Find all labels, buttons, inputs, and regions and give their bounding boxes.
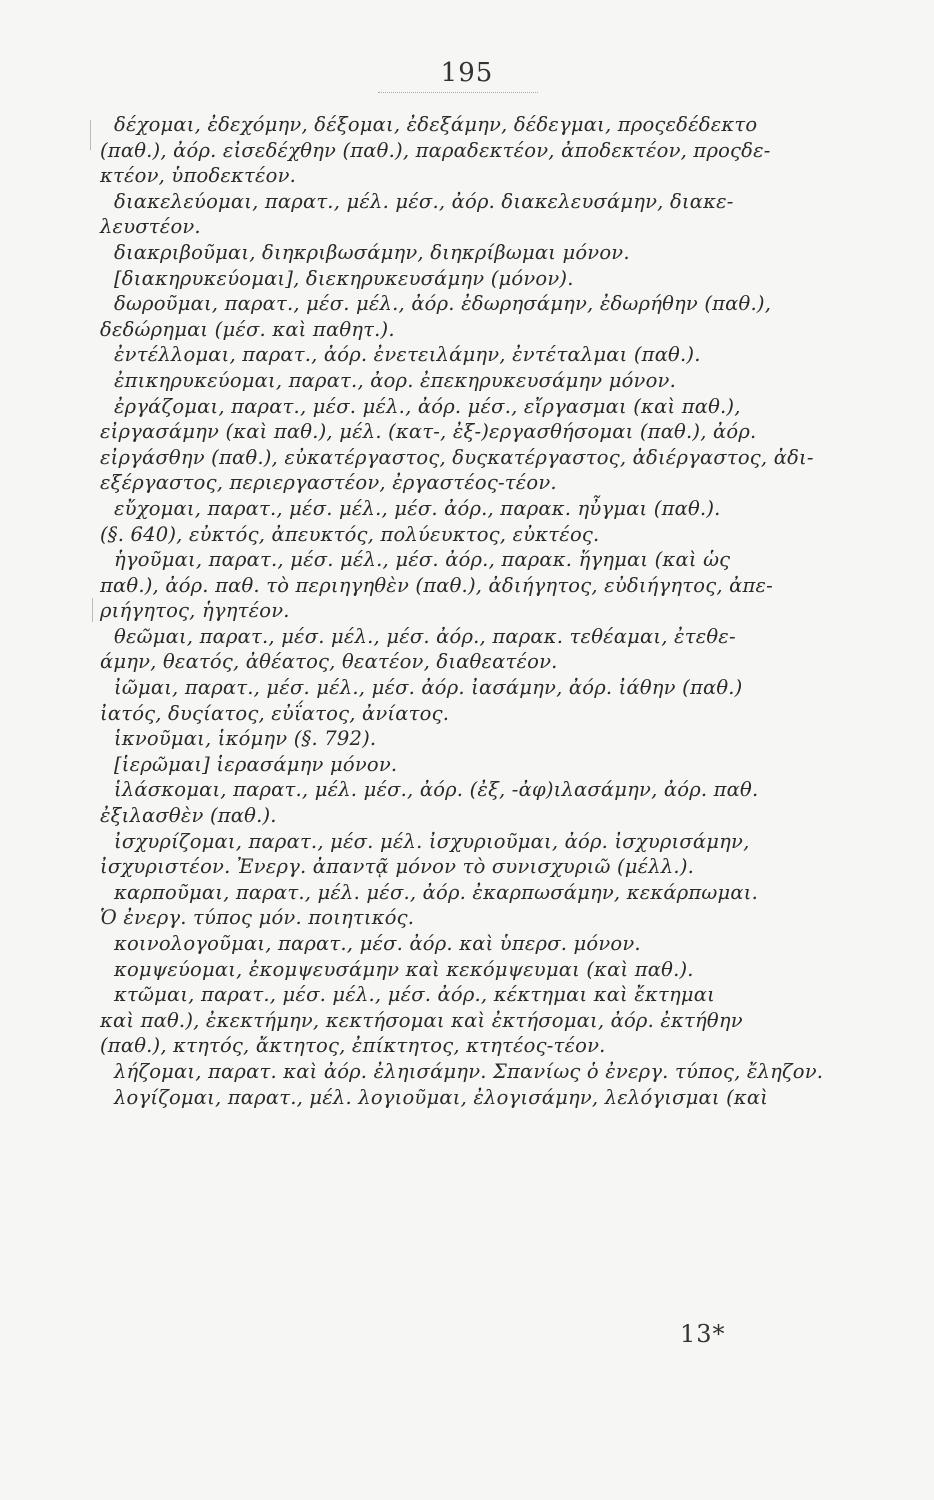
text-line: ἡγοῦμαι, παρατ., μέσ. μέλ., μέσ. ἀόρ., παρακ. ἥγημαι (καὶ ὡς	[114, 548, 731, 572]
margin-mark	[92, 598, 93, 622]
text-line: εξέργαστος, περιεργαστέον, ἐργαστέος-τέον.	[100, 471, 557, 495]
text-line: ἱκνοῦμαι, ἱκόμην (§. 792).	[114, 727, 377, 751]
text-line: (παθ.), κτητός, ἄκτητος, ἐπίκτητος, κτητέος-τέον.	[100, 1034, 606, 1058]
text-line: παθ.), ἀόρ. παθ. τὸ περιηγηθὲν (παθ.), ἀδιήγητος, εὐδιήγητος, ἀπε-	[100, 573, 773, 597]
text-line: κτῶμαι, παρατ., μέσ. μέλ., μέσ. ἀόρ., κέκτημαι καὶ ἔκτημαι	[114, 983, 715, 1007]
text-line: [ἱερῶμαι] ἱερασάμην μόνον.	[114, 752, 398, 776]
text-line: ἐργάζομαι, παρατ., μέσ. μέλ., ἀόρ. μέσ., εἴργασμαι (καὶ παθ.),	[114, 394, 741, 418]
text-line: ἰῶμαι, παρατ., μέσ. μέλ., μέσ. ἀόρ. ἰασάμην, ἀόρ. ἰάθην (παθ.)	[114, 676, 743, 700]
header-rule	[378, 92, 538, 93]
text-line: εἰργασάμην (καὶ παθ.), μέλ. (κατ-, ἐξ-)εργασθήσομαι (παθ.), ἀόρ.	[100, 420, 757, 444]
margin-mark	[90, 120, 91, 150]
text-line: εἰργάσθην (παθ.), εὐκατέργαστος, δυςκατέργαστος, ἀδιέργαστος, ἀδι-	[100, 445, 814, 469]
text-line: κομψεύομαι, ἐκομψευσάμην καὶ κεκόμψευμαι (καὶ παθ.).	[114, 957, 694, 981]
text-line: θεῶμαι, παρατ., μέσ. μέλ., μέσ. ἀόρ., παρακ. τεθέαμαι, ἐτεθε-	[114, 624, 736, 648]
text-line: εὔχομαι, παρατ., μέσ. μέλ., μέσ. ἀόρ., παρακ. ηὖγμαι (παθ.).	[114, 496, 721, 520]
text-line: δωροῦμαι, παρατ., μέσ. μέλ., ἀόρ. ἐδωρησάμην, ἐδωρήθην (παθ.),	[114, 292, 772, 316]
text-line: κοινολογοῦμαι, παρατ., μέσ. ἀόρ. καὶ ὑπερσ. μόνον.	[114, 932, 641, 955]
text-line: ἐξιλασθὲν (παθ.).	[100, 804, 277, 828]
text-line: ἰσχυριστέον. Ἐνεργ. ἀπαντᾷ μόνον τὸ συνισχυριῶ (μέλλ.).	[100, 855, 695, 879]
text-line: λογίζομαι, παρατ., μέλ. λογιοῦμαι, ἐλογισάμην, λελόγισμαι (καὶ	[114, 1085, 769, 1109]
text-line: λήζομαι, παρατ. καὶ ἀόρ. ἐληισάμην. Σπανίως ὁ ἐνεργ. τύπος, ἔληζον.	[114, 1059, 824, 1083]
text-line: (παθ.), ἀόρ. εἰσεδέχθην (παθ.), παραδεκτέον, ἀποδεκτέον, προςδε-	[100, 138, 771, 162]
text-line: λευστέον.	[100, 215, 201, 239]
text-line: (§. 640), εὐκτός, ἀπευκτός, πολύευκτος, εὐκτέος.	[100, 522, 600, 546]
text-line: κτέον, ὑποδεκτέον.	[100, 164, 297, 188]
text-line: καρποῦμαι, παρατ., μέλ. μέσ., ἀόρ. ἐκαρπωσάμην, κεκάρπωμαι.	[114, 880, 758, 904]
text-line: ἰατός, δυςίατος, εὐΐατος, ἀνίατος.	[100, 701, 450, 725]
text-line: ἱλάσκομαι, παρατ., μέλ. μέσ., ἀόρ. (ἐξ, -ἀφ)ιλασάμην, ἀόρ. παθ.	[114, 778, 759, 802]
text-line: Ὁ ἐνεργ. τύπος μόν. ποιητικός.	[100, 906, 415, 930]
page-number: 195	[440, 58, 494, 88]
text-line: καὶ παθ.), ἐκεκτήμην, κεκτήσομαι καὶ ἐκτήσομαι, ἀόρ. ἐκτήθην	[100, 1008, 743, 1032]
text-body	[100, 112, 824, 1110]
text-line: δέχομαι, ἐδεχόμην, δέξομαι, ἐδεξάμην, δέδεγμαι, προςεδέδεκτο	[114, 113, 758, 136]
text-line: διακελεύομαι, παρατ., μέλ. μέσ., ἀόρ. διακελευσάμην, διακε-	[114, 189, 734, 213]
text-line: διακριβοῦμαι, διηκριβωσάμην, διηκρίβωμαι μόνον.	[114, 240, 630, 264]
text-line: ἐντέλλομαι, παρατ., ἀόρ. ἐνετειλάμην, ἐντέταλμαι (παθ.).	[114, 343, 701, 367]
text-line: δεδώρημαι (μέσ. καὶ παθητ.).	[100, 317, 395, 341]
text-line: [διακηρυκεύομαι], διεκηρυκευσάμην (μόνον).	[114, 266, 574, 290]
text-line: ἰσχυρίζομαι, παρατ., μέσ. μέλ. ἰσχυριοῦμαι, ἀόρ. ἰσχυρισάμην,	[114, 829, 750, 853]
text-line: ριήγητος, ἡγητέον.	[100, 599, 290, 623]
text-line: άμην, θεατός, ἀθέατος, θεατέον, διαθεατέον.	[100, 650, 558, 674]
text-line: ἐπικηρυκεύομαι, παρατ., ἀορ. ἐπεκηρυκευσάμην μόνον.	[114, 368, 676, 392]
signature-mark: 13*	[680, 1320, 726, 1348]
